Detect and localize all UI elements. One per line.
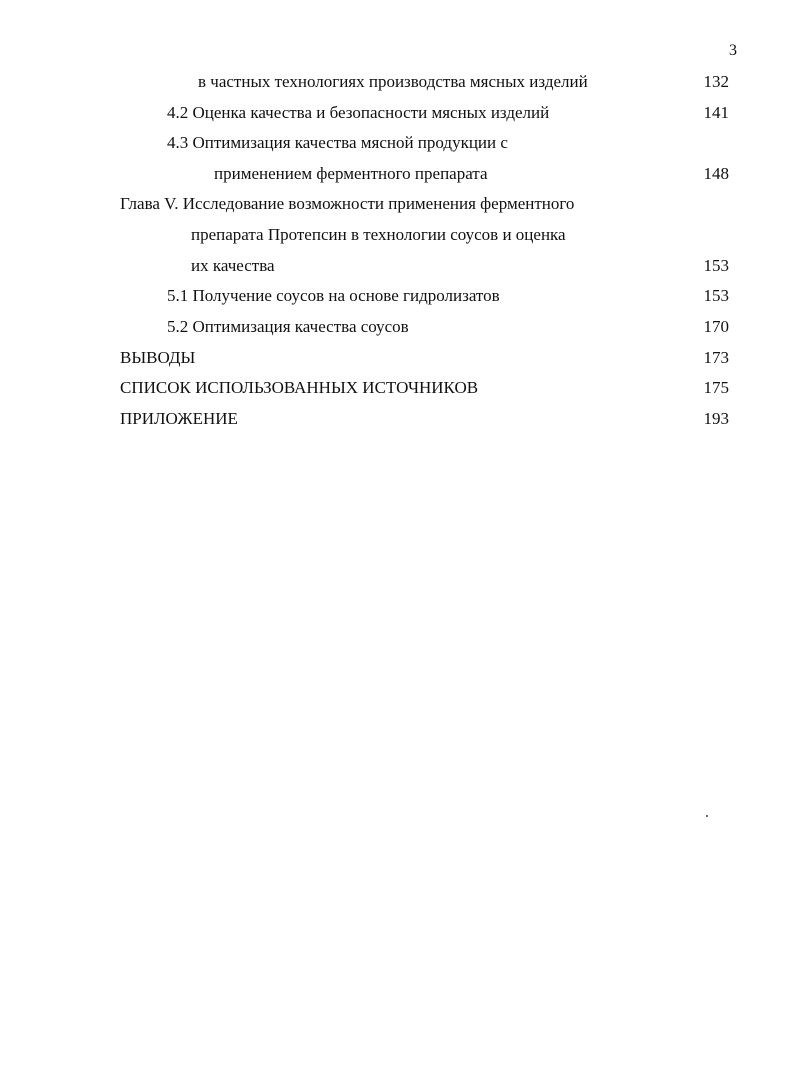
toc-entry[interactable]	[0, 403, 795, 434]
toc-entry-page: 173	[703, 348, 729, 367]
toc-entry[interactable]	[0, 250, 795, 281]
toc-entry[interactable]	[0, 97, 795, 128]
toc-entry[interactable]	[0, 280, 795, 311]
toc-entry-page: 148	[703, 164, 729, 183]
toc-entry-title: 4.2 Оценка качества и безопасности мясных изделий	[167, 103, 550, 122]
scan-speck	[706, 815, 708, 817]
toc-entry-title: в частных технологиях производства мясных изделий	[198, 72, 588, 91]
toc-entry-page: 193	[703, 409, 729, 428]
toc-entry[interactable]	[0, 66, 795, 97]
toc-entry-page: 132	[703, 72, 729, 91]
toc-entry[interactable]	[0, 342, 795, 373]
toc-entry-title: препарата Протепсин в технологии соусов и оценка	[191, 225, 566, 244]
toc-entry[interactable]	[0, 127, 795, 158]
toc-entry-title: их качества	[191, 256, 275, 275]
toc-entry-title: применением ферментного препарата	[214, 164, 488, 183]
toc-entry-title: 5.2 Оптимизация качества соусов	[167, 317, 409, 336]
toc-entry[interactable]	[0, 372, 795, 403]
toc-entry-title: 4.3 Оптимизация качества мясной продукции с	[167, 133, 508, 152]
toc-entry[interactable]	[0, 158, 795, 189]
toc-entry-title: Глава V. Исследование возможности применения ферментного	[120, 194, 575, 213]
toc-entry-page: 170	[703, 317, 729, 336]
toc-entry-page: 141	[703, 103, 729, 122]
toc-entry-title: СПИСОК ИСПОЛЬЗОВАННЫХ ИСТОЧНИКОВ	[120, 378, 479, 397]
toc-entry[interactable]	[0, 188, 795, 219]
toc-entry-title: 5.1 Получение соусов на основе гидролизатов	[167, 286, 500, 305]
toc-entry[interactable]	[0, 219, 795, 250]
page-number: 3	[729, 42, 737, 59]
toc-entry[interactable]	[0, 311, 795, 342]
table-of-contents	[0, 66, 795, 446]
toc-entry-page: 153	[703, 256, 729, 275]
toc-entry-title: ВЫВОДЫ	[120, 348, 196, 367]
toc-entry-title: ПРИЛОЖЕНИЕ	[120, 409, 238, 428]
toc-entry-page: 175	[703, 378, 729, 397]
toc-entry-page: 153	[703, 286, 729, 305]
